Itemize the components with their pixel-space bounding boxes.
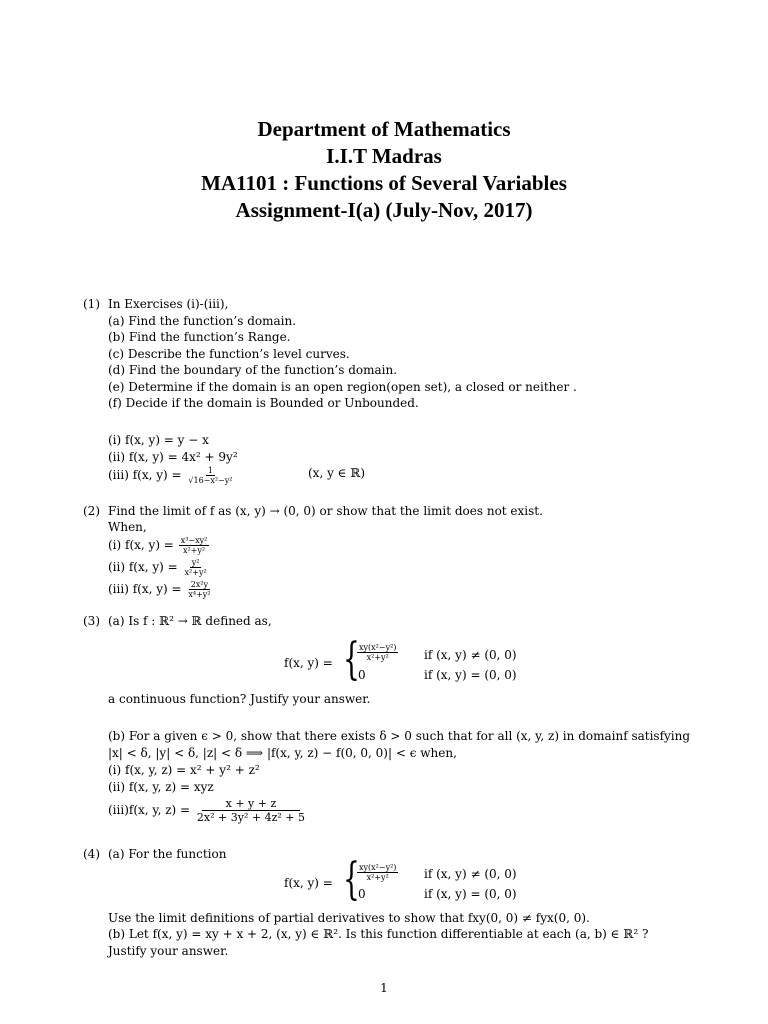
fraction-numerator: y² bbox=[191, 558, 200, 567]
q1-part-f: (f) Decide if the domain is Bounded or Unbounded. bbox=[108, 396, 419, 410]
fraction-numerator: 2x²y bbox=[190, 580, 209, 589]
q1-part-e: (e) Determine if the domain is an open region(open set), a closed or neither . bbox=[108, 380, 577, 394]
fraction-denominator: x²+y² bbox=[184, 568, 207, 577]
fraction-denominator: √16−x²−y² bbox=[188, 476, 233, 485]
fraction-numerator: xy(x²−y²) bbox=[359, 643, 397, 652]
fraction-numerator: x + y + z bbox=[202, 797, 301, 811]
institute-title: I.I.T Madras bbox=[326, 144, 442, 168]
q4-case-1-fraction bbox=[356, 863, 399, 882]
q2-case-ii-fraction bbox=[183, 558, 209, 577]
fraction-denominator: x⁴+y² bbox=[188, 590, 211, 599]
fraction-denominator: x²+y² bbox=[366, 873, 389, 882]
q3-piecewise-lhs: f(x, y) = bbox=[284, 656, 333, 670]
q1-exercise-iii-condition: (x, y ∈ ℝ) bbox=[308, 466, 366, 480]
fraction-numerator: 1 bbox=[207, 466, 213, 475]
q3-part-b-ii: (ii) f(x, y, z) = xyz bbox=[108, 780, 214, 794]
page-number: 1 bbox=[380, 981, 388, 995]
q1-exercise-iii bbox=[108, 466, 236, 485]
q2-case-i-fraction bbox=[179, 536, 210, 555]
q1-part-a: (a) Find the function’s domain. bbox=[108, 314, 297, 328]
q1-number: (1) bbox=[83, 297, 100, 311]
q1-part-c: (c) Describe the function’s level curves. bbox=[108, 347, 350, 361]
department-title: Department of Mathematics bbox=[257, 117, 511, 141]
q1-exercise-ii: (ii) f(x, y) = 4x² + 9y² bbox=[108, 450, 238, 464]
q4-part-b-line: (b) Let f(x, y) = xy + x + 2, (x, y) ∈ ℝ². Is this function differentiable at each (a, b) ∈ ℝ² ? bbox=[108, 927, 649, 941]
q3-number: (3) bbox=[83, 614, 100, 628]
q2-case-iii-fraction bbox=[186, 580, 212, 599]
q4-case-2-value: 0 bbox=[358, 887, 366, 901]
q3-case-1-condition: if (x, y) ≠ (0, 0) bbox=[424, 648, 517, 662]
fraction-numerator: x³−xy² bbox=[180, 536, 208, 545]
fraction-denominator: x²+y² bbox=[182, 546, 206, 555]
q3-part-a-text: (a) Is f : ℝ² → ℝ defined as, bbox=[108, 614, 272, 628]
q1-exercise-i: (i) f(x, y) = y − x bbox=[108, 433, 209, 447]
q4-case-2-condition: if (x, y) = (0, 0) bbox=[424, 887, 517, 901]
q3-case-2-value: 0 bbox=[358, 668, 366, 682]
fraction-denominator: x²+y² bbox=[366, 653, 389, 662]
assignment-title: Assignment-I(a) (July-Nov, 2017) bbox=[235, 198, 533, 222]
q2-case-ii bbox=[108, 558, 210, 577]
q3-part-b-line1: (b) For a given ϵ > 0, show that there exists δ > 0 such that for all (x, y, z) in domainf satisfying bbox=[108, 729, 691, 743]
course-title: MA1101 : Functions of Several Variables bbox=[201, 171, 567, 195]
q4-piecewise-lhs: f(x, y) = bbox=[284, 876, 333, 890]
q3-continuity-question: a continuous function? Justify your answer. bbox=[108, 692, 371, 706]
q1-exercise-iii-fraction bbox=[186, 466, 234, 485]
q2-case-iii bbox=[108, 580, 214, 599]
q2-when: When, bbox=[108, 520, 147, 534]
q1-part-d: (d) Find the boundary of the function’s domain. bbox=[108, 363, 398, 377]
q3-part-b-iii-fraction bbox=[195, 797, 307, 824]
q3-case-1-fraction bbox=[356, 643, 399, 662]
q3-part-b-iii-lhs: (iii)f(x, y, z) = bbox=[108, 803, 191, 817]
q1-exercise-iii-lhs: (iii) f(x, y) = bbox=[108, 468, 182, 482]
q2-case-i-lhs: (i) f(x, y) = bbox=[108, 538, 174, 552]
fraction-numerator: xy(x²−y²) bbox=[359, 863, 397, 872]
q3-part-b-i: (i) f(x, y, z) = x² + y² + z² bbox=[108, 763, 260, 777]
q4-number: (4) bbox=[83, 847, 100, 861]
q3-part-b-line2: |x| < δ, |y| < δ, |z| < δ ⟹ |f(x, y, z) − f(0, 0, 0)| < ϵ when, bbox=[108, 746, 457, 760]
q4-justify: Justify your answer. bbox=[108, 944, 229, 958]
fraction-denominator: 2x² + 3y² + 4z² + 5 bbox=[196, 811, 305, 824]
q4-case-1-condition: if (x, y) ≠ (0, 0) bbox=[424, 867, 517, 881]
q4-partial-derivative-line: Use the limit definitions of partial derivatives to show that fxy(0, 0) ≠ fyx(0, 0). bbox=[108, 911, 590, 925]
left-brace-icon: { bbox=[343, 854, 360, 905]
left-brace-icon: { bbox=[343, 634, 360, 685]
q2-number: (2) bbox=[83, 504, 100, 518]
q3-case-2-condition: if (x, y) = (0, 0) bbox=[424, 668, 517, 682]
q2-case-iii-lhs: (iii) f(x, y) = bbox=[108, 582, 182, 596]
q2-case-ii-lhs: (ii) f(x, y) = bbox=[108, 560, 178, 574]
q2-text: Find the limit of f as (x, y) → (0, 0) or show that the limit does not exist. bbox=[108, 504, 543, 518]
q4-part-a-text: (a) For the function bbox=[108, 847, 227, 861]
q2-case-i bbox=[108, 536, 210, 555]
q1-part-b: (b) Find the function’s Range. bbox=[108, 330, 291, 344]
q3-part-b-iii bbox=[108, 797, 308, 824]
q1-intro: In Exercises (i)-(iii), bbox=[108, 297, 229, 311]
